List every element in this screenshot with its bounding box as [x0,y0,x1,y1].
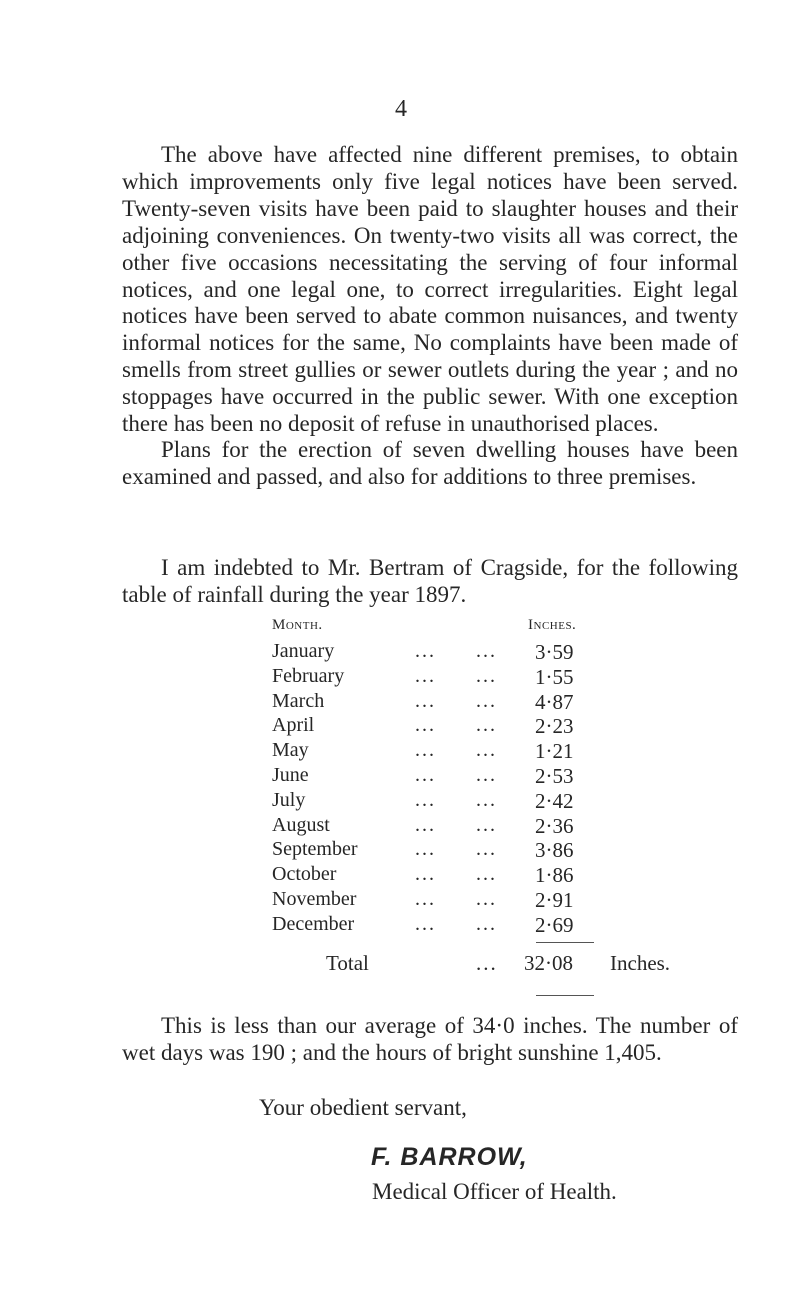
inches-cell: 2·53 [535,764,574,788]
leader-dots: ... [476,664,497,687]
leader-dots: ... [476,912,497,935]
leader-dots: ... [415,888,436,910]
inches-cell: 2·36 [535,813,574,838]
month-cell: November [272,888,357,910]
closing-line: Your obedient servant, [259,1095,467,1120]
table-header-inches: Inches. [528,617,577,633]
table-row [0,665,800,689]
signature-title: Medical Officer of Health. [372,1179,617,1204]
leader-dots: ... [476,689,497,712]
leader-dots: ... [476,813,497,836]
month-cell: April [272,714,315,737]
leader-dots: ... [415,788,436,811]
table-row [0,888,800,912]
inches-cell: 1·86 [535,863,574,888]
table-header-month: Month. [272,617,323,633]
total-value: 32·08 [524,951,573,975]
total-label: Total [326,951,369,975]
table-row [0,764,800,788]
leader-dots: ... [476,714,497,737]
table-row [0,814,800,838]
inches-cell: 2·42 [535,788,574,813]
month-cell: January [272,640,335,662]
paragraph-average: This is less than our average of 34·0 inches. The number of wet days was 190 ; and the hours of bright sunshine 1,405. [122,1013,738,1065]
month-cell: September [272,838,358,861]
leader-dots: ... [415,664,436,687]
table-row [0,714,800,738]
signature: F. BARROW, [371,1143,528,1171]
table-row [0,739,800,763]
leader-dots: ... [415,640,436,662]
inches-cell: 3·59 [535,640,574,664]
leader-dots: ... [415,714,436,737]
table-row [0,789,800,813]
month-cell: October [272,863,337,886]
table-row [0,913,800,937]
leader-dots: ... [415,689,436,712]
leader-dots: ... [476,739,497,762]
total-leader: ... [476,951,498,975]
leader-dots: ... [415,838,436,861]
total-rule-bottom [536,995,594,996]
month-cell: December [272,912,355,935]
inches-cell: 1·55 [535,664,574,689]
leader-dots: ... [415,739,436,762]
paragraph-plans: Plans for the erection of seven dwelling houses have been examined and passed, and also for additions to three premises. [122,437,738,489]
leader-dots: ... [476,640,497,662]
inches-cell: 1·21 [535,739,574,764]
inches-cell: 4·87 [535,689,574,714]
leader-dots: ... [476,788,497,811]
month-cell: May [272,739,309,762]
leader-dots: ... [415,863,436,886]
leader-dots: ... [476,764,497,786]
table-row [0,690,800,714]
page-number: 4 [395,96,407,122]
month-cell: February [272,664,345,687]
inches-cell: 2·69 [535,912,574,937]
table-row [0,838,800,862]
month-cell: June [272,764,309,786]
leader-dots: ... [476,863,497,886]
inches-cell: 3·86 [535,838,574,863]
leader-dots: ... [415,813,436,836]
month-cell: March [272,689,325,712]
leader-dots: ... [476,838,497,861]
paragraph-rainfall-intro: I am indebted to Mr. Bertram of Cragside, for the following table of rainfall during the year 1897. [122,555,738,607]
paragraph-nuisances: The above have affected nine different premises, to obtain which improvements only five legal notices have been served. Twenty-seven visits have been paid to slaughter houses and their adjoining conveniences. On twenty-two visits all was correct, the other five occasions necessitating the serving of four informal notices, and one legal one, to correct irregularities. Eight legal notices have been served to abate common nuisances, and twenty informal notices for the same, No complaints have been made of smells from street gullies or sewer outlets during the year ; and no stoppages have occurred in the public sewer. With one exception there has been no deposit of refuse in unauthorised places. [122,142,738,437]
inches-cell: 2·91 [535,888,574,912]
month-cell: August [272,813,330,836]
table-row [0,863,800,887]
inches-cell: 2·23 [535,714,574,739]
leader-dots: ... [415,764,436,786]
leader-dots: ... [476,888,497,910]
total-unit: Inches. [610,951,671,975]
leader-dots: ... [415,912,436,935]
month-cell: July [272,788,306,811]
table-row [0,640,800,664]
total-rule-top [536,942,594,943]
